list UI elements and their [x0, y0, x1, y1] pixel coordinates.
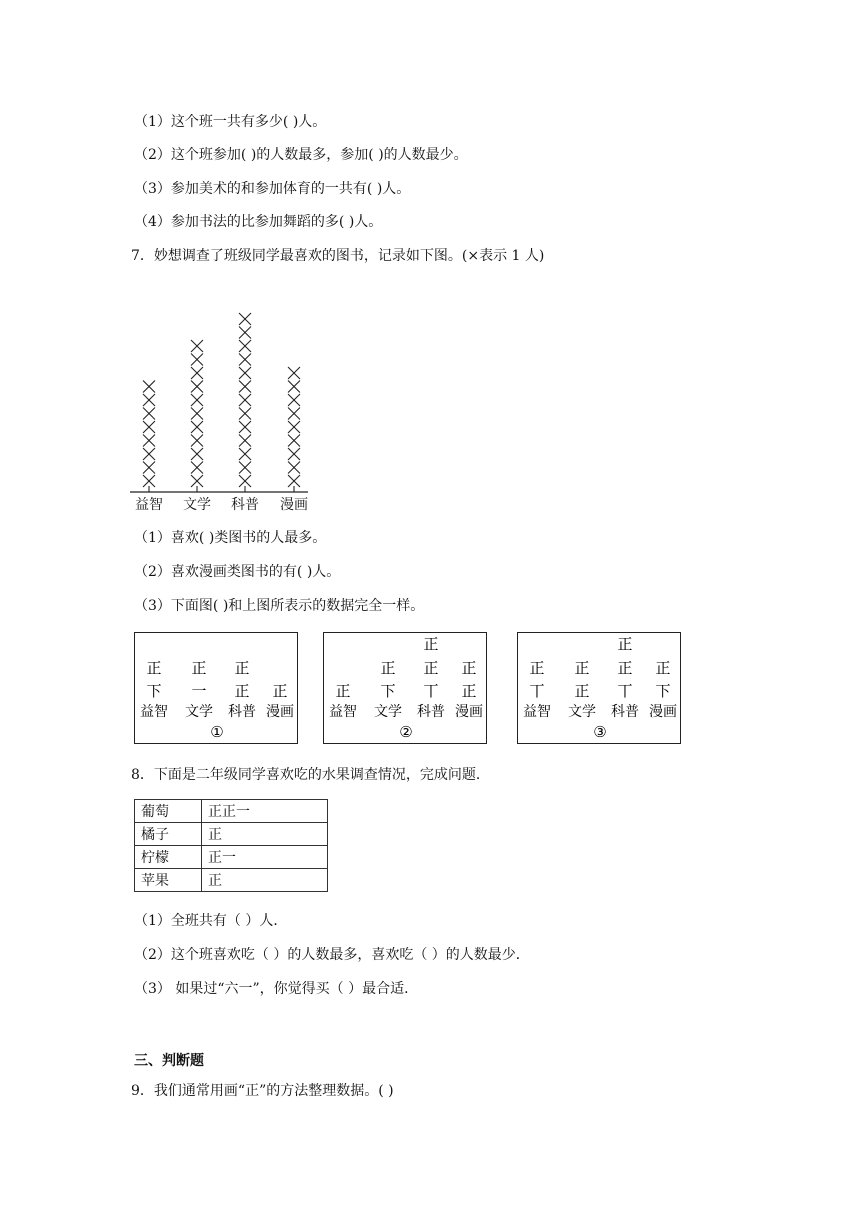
category-label: 文学	[183, 497, 211, 513]
tally-mark: 正	[617, 635, 633, 653]
q8-prompt: 8．下面是二年级同学喜欢吃的水果调查情况，完成问题．	[131, 767, 490, 783]
category-label: 益智	[329, 704, 357, 720]
tally-mark: 丅	[423, 682, 439, 700]
option-number: ②	[399, 723, 413, 741]
cross-mark	[239, 327, 251, 339]
cross-mark	[143, 421, 155, 433]
category-label: 科普	[231, 497, 259, 513]
table-row	[135, 869, 328, 892]
fruit-tally: 正	[202, 823, 328, 846]
cross-mark	[191, 475, 203, 487]
table-row	[135, 846, 328, 869]
cross-mark	[191, 448, 203, 460]
table-row	[135, 823, 328, 846]
category-label: 漫画	[280, 497, 308, 513]
category-label: 文学	[374, 704, 402, 720]
q6-sub-3: （3）参加美术的和参加体育的一共有( )人。	[134, 181, 411, 197]
category-label: 漫画	[649, 704, 677, 720]
tally-mark: 正	[234, 682, 250, 700]
cross-mark	[239, 421, 251, 433]
fruit-tally: 正	[202, 869, 328, 892]
tally-option-1	[134, 632, 298, 744]
q8-sub-3: （3） 如果过“六一”，你觉得买（ ）最合适．	[134, 981, 419, 997]
q8-sub-1: （1）全班共有（ ）人．	[134, 913, 288, 929]
tally-mark: 正	[380, 659, 396, 677]
cross-mark	[239, 475, 251, 487]
cross-mark	[191, 462, 203, 474]
cross-mark	[239, 354, 251, 366]
cross-mark	[239, 435, 251, 447]
fruit-name: 苹果	[135, 869, 202, 892]
cross-mark	[288, 408, 300, 420]
cross-mark	[239, 448, 251, 460]
cross-mark	[239, 367, 251, 379]
tally-mark: 正	[461, 682, 477, 700]
tally-mark: 正	[617, 659, 633, 677]
cross-mark	[191, 354, 203, 366]
tally-mark: 正	[423, 659, 439, 677]
tally-mark: 下	[380, 682, 396, 700]
fruit-name: 葡萄	[135, 800, 202, 823]
cross-mark	[239, 408, 251, 420]
cross-mark	[143, 448, 155, 460]
cross-mark	[288, 448, 300, 460]
cross-mark	[191, 435, 203, 447]
option-number: ③	[593, 723, 607, 741]
fruit-tally: 正一	[202, 846, 328, 869]
tally-mark: 丅	[529, 682, 545, 700]
cross-mark	[143, 408, 155, 420]
category-label: 益智	[135, 497, 163, 513]
fruit-name: 柠檬	[135, 846, 202, 869]
cross-mark	[191, 367, 203, 379]
cross-mark	[288, 394, 300, 406]
tally-mark: 正	[655, 659, 671, 677]
cross-mark	[239, 381, 251, 393]
tally-option-3	[517, 632, 681, 744]
cross-mark	[143, 475, 155, 487]
tally-mark: 下	[146, 682, 162, 700]
tally-mark: 正	[529, 659, 545, 677]
tally-mark: 丅	[617, 682, 633, 700]
q7-sub-1: （1）喜欢( )类图书的人最多。	[134, 530, 327, 546]
tally-mark: 正	[423, 635, 439, 653]
cross-mark	[239, 394, 251, 406]
tally-mark: 一	[191, 682, 207, 700]
q6-sub-2: （2）这个班参加( )的人数最多，参加( )的人数最少。	[134, 147, 468, 163]
cross-mark	[143, 394, 155, 406]
tally-mark: 正	[191, 659, 207, 677]
cross-mark	[143, 381, 155, 393]
cross-mark	[191, 340, 203, 352]
cross-mark	[191, 394, 203, 406]
tally-mark: 正	[574, 682, 590, 700]
option-number: ①	[210, 723, 224, 741]
category-label: 科普	[228, 704, 256, 720]
tally-mark: 正	[574, 659, 590, 677]
tally-option-2	[323, 632, 487, 744]
q6-sub-1: （1）这个班一共有多少( )人。	[134, 114, 327, 130]
fruit-tally: 正正一	[202, 800, 328, 823]
category-label: 文学	[185, 704, 213, 720]
category-label: 漫画	[455, 704, 483, 720]
cross-mark	[239, 313, 251, 325]
category-label: 科普	[417, 704, 445, 720]
cross-mark	[239, 462, 251, 474]
cross-mark	[191, 421, 203, 433]
tally-mark: 下	[655, 682, 671, 700]
cross-mark	[239, 340, 251, 352]
cross-mark	[288, 475, 300, 487]
fruit-tally-table	[134, 799, 328, 892]
tally-mark: 正	[335, 682, 351, 700]
cross-mark	[288, 381, 300, 393]
q9-statement: 9．我们通常用画“正”的方法整理数据。( )	[131, 1083, 394, 1099]
tally-mark: 正	[146, 659, 162, 677]
q6-sub-4: （4）参加书法的比参加舞蹈的多( )人。	[134, 214, 383, 230]
section-heading: 三、判断题	[134, 1053, 204, 1069]
cross-mark	[143, 462, 155, 474]
cross-mark	[288, 421, 300, 433]
cross-pictograph	[128, 278, 318, 516]
cross-mark	[143, 435, 155, 447]
category-label: 益智	[523, 704, 551, 720]
cross-mark	[288, 435, 300, 447]
cross-mark	[288, 462, 300, 474]
tally-mark: 正	[272, 682, 288, 700]
q7-prompt: 7．妙想调查了班级同学最喜欢的图书，记录如下图。(×表示 1 人)	[131, 248, 545, 264]
q7-sub-3: （3）下面图( )和上图所表示的数据完全一样。	[134, 598, 425, 614]
table-row	[135, 800, 328, 823]
tally-mark: 正	[234, 659, 250, 677]
cross-mark	[191, 381, 203, 393]
q8-sub-2: （2）这个班喜欢吃（ ）的人数最多，喜欢吃（ ）的人数最少．	[134, 947, 530, 963]
tally-mark: 正	[461, 659, 477, 677]
q7-sub-2: （2）喜欢漫画类图书的有( )人。	[134, 564, 341, 580]
category-label: 科普	[611, 704, 639, 720]
category-label: 漫画	[266, 704, 294, 720]
category-label: 文学	[568, 704, 596, 720]
cross-mark	[288, 367, 300, 379]
cross-mark	[191, 408, 203, 420]
fruit-name: 橘子	[135, 823, 202, 846]
category-label: 益智	[140, 704, 168, 720]
